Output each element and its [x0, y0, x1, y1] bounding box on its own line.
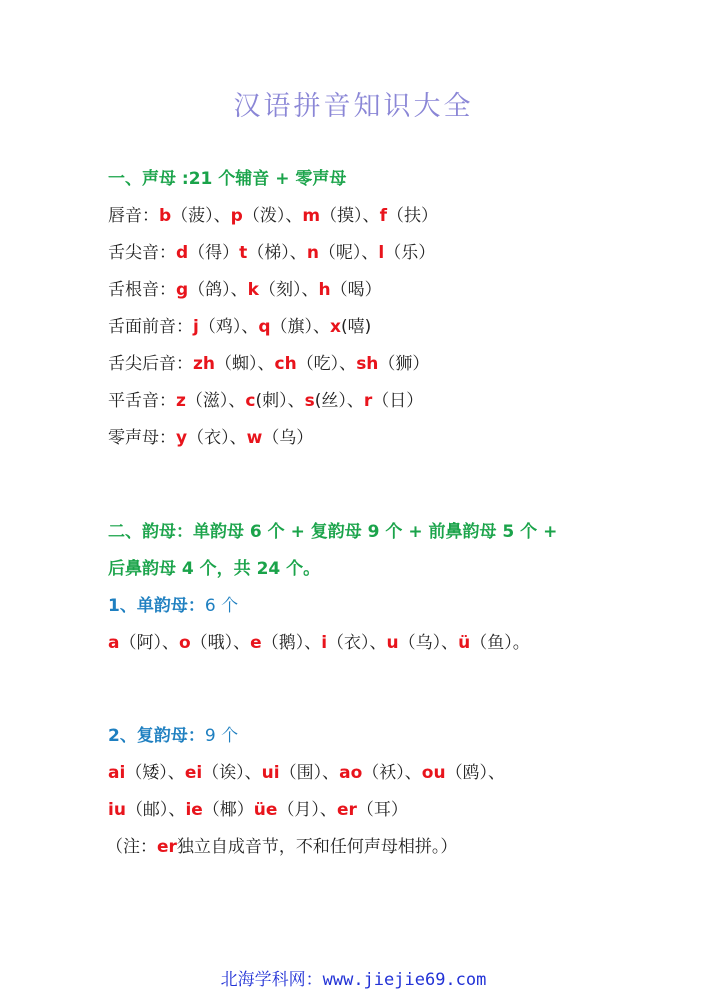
example-word: （围）、: [279, 763, 340, 783]
initials-group-label: 零声母：: [108, 428, 176, 448]
pinyin-letter: o: [178, 633, 191, 653]
initials-row: [108, 277, 382, 303]
initials-group-label: 舌面前音：: [108, 317, 193, 337]
pinyin-letter: l: [378, 243, 385, 263]
pinyin-letter: s: [304, 391, 315, 411]
example-word: （衣）、: [187, 428, 247, 448]
note: [106, 834, 457, 860]
example-word: （狮）: [378, 354, 430, 374]
finals-heading-2: 后鼻韵母 4 个，共 24 个。: [108, 559, 321, 579]
pinyin-letter: i: [321, 633, 328, 653]
compound-finals-list: [108, 797, 408, 823]
footer-url[interactable]: www.jiejie69.com: [322, 970, 487, 990]
single-finals-title: 1、单韵母：: [108, 596, 205, 616]
example-word: （鸽）、: [188, 280, 248, 300]
pinyin-letter: q: [258, 317, 271, 337]
initials-group-label: 舌尖音：: [108, 243, 176, 263]
pinyin-letter: c: [245, 391, 256, 411]
pinyin-letter: y: [176, 428, 188, 448]
single-finals-list: [108, 630, 530, 656]
example-word: （日）: [372, 391, 424, 411]
initials-row: [108, 388, 423, 414]
pinyin-letter: t: [239, 243, 248, 263]
pinyin-letter: ei: [184, 763, 203, 783]
pinyin-letter: p: [230, 206, 243, 226]
pinyin-letter: e: [250, 633, 262, 653]
initials-row: [108, 203, 438, 229]
initials-group-label: 平舌音：: [108, 391, 176, 411]
example-word: （得）: [188, 243, 240, 263]
initials-heading: 一、声母 :21 个辅音 + 零声母: [108, 169, 347, 189]
single-finals-count: 6 个: [204, 596, 239, 616]
initials-row: [108, 425, 313, 451]
pinyin-letter: zh: [193, 354, 215, 374]
pinyin-letter: x: [330, 317, 341, 337]
note-text: 独立自成音节，不和任何声母相拼。）: [176, 837, 458, 857]
example-word: （鸡）、: [198, 317, 259, 337]
example-word: （呢）、: [318, 243, 379, 263]
example-word: （衣）、: [327, 633, 387, 653]
example-word: （蜘）、: [215, 354, 275, 374]
example-word: （矮）、: [125, 763, 185, 783]
pinyin-letter: b: [159, 206, 172, 226]
example-word: (嘻): [340, 317, 372, 337]
pinyin-letter: m: [302, 206, 321, 226]
pinyin-letter: iu: [108, 800, 126, 820]
example-word: （梯）、: [247, 243, 307, 263]
pinyin-letter: g: [176, 280, 189, 300]
example-word: （滋）、: [185, 391, 246, 411]
initials-row: [108, 351, 429, 377]
pinyin-letter: ou: [421, 763, 446, 783]
pinyin-letter: ch: [274, 354, 297, 374]
pinyin-letter: h: [318, 280, 331, 300]
example-word: （椰）: [202, 800, 254, 820]
finals-heading-1: 二、韵母：单韵母 6 个 + 复韵母 9 个 + 前鼻韵母 5 个 +: [108, 522, 558, 542]
pinyin-letter: j: [193, 317, 199, 337]
example-word: (丝）、: [314, 391, 364, 411]
page-title: 汉语拼音知识大全: [233, 91, 474, 122]
example-word: （阿）、: [119, 633, 179, 653]
pinyin-letter: ai: [108, 763, 126, 783]
pinyin-letter: f: [379, 206, 387, 226]
pinyin-letter: k: [247, 280, 259, 300]
pinyin-letter: er: [336, 800, 357, 820]
pinyin-letter: z: [176, 391, 186, 411]
pinyin-letter: ie: [185, 800, 203, 820]
pinyin-letter: n: [306, 243, 319, 263]
example-word: （鸥）、: [445, 763, 506, 783]
example-word: （喝）: [330, 280, 382, 300]
initials-group-label: 舌根音：: [108, 280, 176, 300]
pinyin-letter: u: [386, 633, 399, 653]
footer-site: 北海学科网：: [220, 970, 323, 990]
example-word: （泼）、: [242, 206, 303, 226]
pinyin-letter: sh: [356, 354, 379, 374]
compound-finals-title: 2、复韵母：: [108, 726, 205, 746]
pinyin-letter: ao: [339, 763, 363, 783]
example-word: （摸）、: [320, 206, 380, 226]
example-word: （菠）、: [171, 206, 231, 226]
example-word: （乌）、: [398, 633, 459, 653]
example-word: （邮）、: [125, 800, 186, 820]
example-word: （乐）: [384, 243, 436, 263]
pinyin-letter: a: [108, 633, 120, 653]
example-word: （旗）、: [270, 317, 330, 337]
pinyin-letter: w: [246, 428, 263, 448]
single-finals-heading: [108, 593, 238, 619]
note-pinyin: er: [157, 837, 177, 857]
initials-row: [108, 314, 371, 340]
pinyin-letter: r: [363, 391, 373, 411]
example-word: （鱼）。: [470, 633, 530, 653]
example-word: （吃）、: [296, 354, 357, 374]
example-word: （乌）: [262, 428, 314, 448]
compound-finals-heading: [108, 723, 238, 749]
compound-finals-list: [108, 760, 505, 786]
pinyin-letter: ui: [261, 763, 280, 783]
example-word: (刺）、: [255, 391, 305, 411]
compound-finals-count: 9 个: [204, 726, 239, 746]
note-prefix: （注：: [106, 837, 157, 857]
pinyin-letter: d: [176, 243, 189, 263]
example-word: （鹅）、: [261, 633, 322, 653]
example-word: （月）、: [277, 800, 337, 820]
example-word: （扶）: [386, 206, 438, 226]
example-word: （袄）、: [362, 763, 422, 783]
footer: [0, 965, 707, 990]
pinyin-letter: üe: [253, 800, 278, 820]
example-word: （耳）: [356, 800, 408, 820]
initials-row: [108, 240, 435, 266]
example-word: （哦）、: [190, 633, 251, 653]
pinyin-letter: ü: [458, 633, 471, 653]
initials-group-label: 唇音：: [108, 206, 159, 226]
example-word: （刻）、: [258, 280, 319, 300]
initials-group-label: 舌尖后音：: [108, 354, 193, 374]
example-word: （诶）、: [202, 763, 262, 783]
